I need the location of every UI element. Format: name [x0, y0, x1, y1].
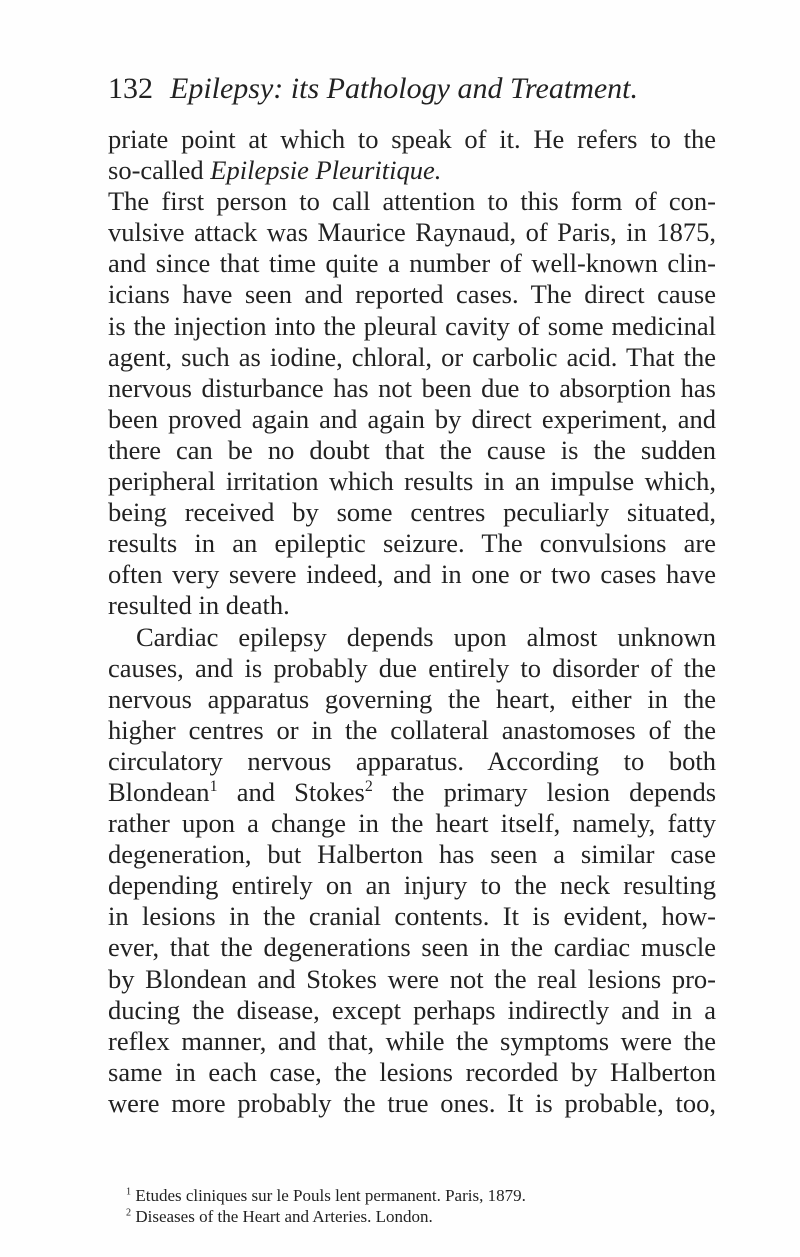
- page-number: 132: [108, 72, 153, 105]
- text-line: were more probably the true ones. It is probable, too,: [108, 1087, 716, 1118]
- text-line: causes, and is probably due entirely to disorder of the: [108, 652, 716, 683]
- text-line: there can be no doubt that the cause is the sudden: [108, 434, 716, 465]
- text-line: results in an epileptic seizure. The convulsions are: [108, 528, 716, 559]
- text-span: Blondean: [108, 776, 210, 807]
- text-line: and since that time quite a number of well-known clin-: [108, 248, 716, 279]
- text-line: been proved again and again by direct experiment, and: [108, 403, 716, 434]
- italic-term: Epilepsie Pleuritique.: [210, 155, 442, 186]
- footnotes: [126, 1185, 716, 1227]
- paragraph-cardiac-epilepsy: [108, 622, 716, 1120]
- text-line: nervous apparatus governing the heart, either in the: [108, 683, 716, 714]
- footnote-ref-1: 1: [209, 778, 218, 796]
- text-line: resulted in death.: [108, 590, 290, 621]
- body-text: [108, 124, 716, 1119]
- text-line: depending entirely on an injury to the neck resulting: [108, 870, 716, 901]
- paragraph-pleuritic-epilepsy: [108, 124, 716, 622]
- text-line: [108, 777, 716, 808]
- page-header: [108, 72, 708, 106]
- text-line: higher centres or in the collateral anastomoses of the: [108, 714, 716, 745]
- text-line: reflex manner, and that, while the symptoms were the: [108, 1025, 716, 1056]
- text-line: degeneration, but Halberton has seen a similar case: [108, 839, 716, 870]
- footnote-text: Diseases of the Heart and Arteries. London.: [131, 1207, 433, 1226]
- footnote-ref-2: 2: [364, 778, 373, 796]
- text-line: nervous disturbance has not been due to absorption has: [108, 372, 716, 403]
- text-line: ever, that the degenerations seen in the cardiac muscle: [108, 932, 716, 963]
- text-line: by Blondean and Stokes were not the real lesions pro-: [108, 963, 716, 994]
- running-title: Epilepsy: its Pathology and Treatment.: [170, 72, 639, 105]
- text-line: agent, such as iodine, chloral, or carbolic acid. That the: [108, 341, 716, 372]
- footnote-mark: 1: [126, 1186, 132, 1198]
- text-line: circulatory nervous apparatus. According to both: [108, 745, 716, 776]
- text-line: vulsive attack was Maurice Raynaud, of Paris, in 1875,: [108, 217, 716, 248]
- text-span: and Stokes: [217, 776, 365, 807]
- footnote-2: [126, 1206, 716, 1227]
- text-line: same in each case, the lesions recorded by Halberton: [108, 1056, 716, 1087]
- text-line: being received by some centres peculiarly situated,: [108, 497, 716, 528]
- text-line: The first person to call attention to this form of con-: [108, 186, 716, 217]
- text-line: peripheral irritation which results in an impulse which,: [108, 466, 716, 497]
- text-line: Cardiac epilepsy depends upon almost unknown: [136, 621, 716, 652]
- text-line: in lesions in the cranial contents. It is evident, how-: [108, 901, 716, 932]
- text-span: the primary lesion depends: [372, 776, 717, 807]
- text-line: ducing the disease, except perhaps indirectly and in a: [108, 994, 716, 1025]
- footnote-mark: 2: [126, 1207, 132, 1219]
- text-line: [108, 155, 716, 186]
- text-line: icians have seen and reported cases. The direct cause: [108, 279, 716, 310]
- footnote-1: [126, 1185, 716, 1206]
- text-span: so-called: [108, 155, 211, 186]
- footnote-text: Etudes cliniques sur le Pouls lent permanent. Paris, 1879.: [131, 1186, 526, 1205]
- text-line: rather upon a change in the heart itself, namely, fatty: [108, 808, 716, 839]
- text-line: often very severe indeed, and in one or two cases have: [108, 559, 716, 590]
- text-line: is the injection into the pleural cavity of some medicinal: [108, 310, 716, 341]
- text-line: priate point at which to speak of it. He refers to the: [108, 124, 716, 154]
